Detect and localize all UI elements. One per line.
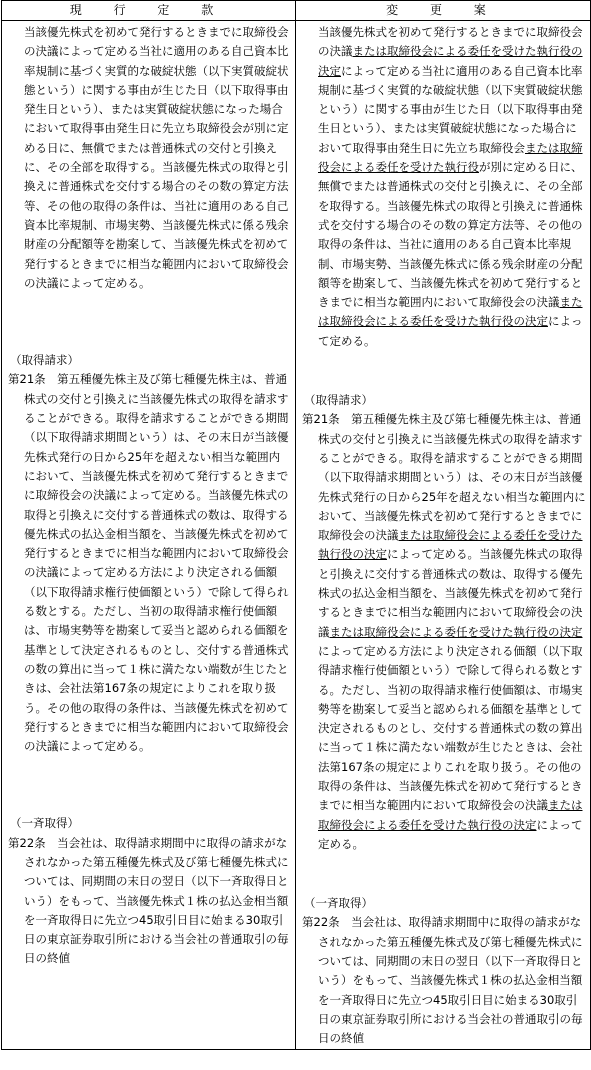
- revised-article-22: [302, 913, 586, 1048]
- inserted-text: または取締役会による委任を受けた執行役の決定: [318, 798, 583, 832]
- revised-caption-article-22: （一斉取得）: [304, 896, 373, 911]
- article-22-text: 当会社は、取得請求期間中に取得の請求がなされなかった第五種優先株式及び第七種優先株式については、同期間の末日の翌日（以下一斉取得日という）をもって、当該優先株式１株の払込金相当額を一斉取得日に先立つ45取引日目に始まる30取引日の東京証券取引所における当会社の普通取引の毎日の終値: [318, 915, 583, 1046]
- article-22-number: 第22条: [302, 915, 340, 930]
- revised-paragraph-acquisition: 当該優先株式を初めて発行するときまでに取締役会の決議または取締役会による委任を受けた執行役の決定によって定める当社に適用のある自己資本比率規制に基づく実質的な破綻状態（以下実質破綻状態という）に関する事由が生じた日（以下取得事由発生日という）、または実質破綻状態になった場合において取得事由発生日に先立ち取締役会または取締役会による委任を受けた執行役が別に定める日に、無償でまたは普通株式の交付と引換えに、その全部を取得する。当該優先株式の取得と引換えに普通株式を交付する場合のその数の算定方法等、その他の取得の条件は、当社に適用のある自己資本比率規制、市場実勢、当該優先株式に係る残余財産の分配額等を勘案して、当該優先株式を初めて発行するときまでに相当な範囲内において取締役会の決議または取締役会による委任を受けた執行役の決定によって定める。: [318, 25, 583, 348]
- inserted-text: または取締役会による委任を受けた執行役の決定: [318, 295, 583, 329]
- header-row: [2, 1, 591, 21]
- article-21-number: 第21条: [8, 372, 46, 387]
- body-row: [2, 21, 591, 1050]
- article-22-text: 当会社は、取得請求期間中に取得の請求がなされなかった第五種優先株式及び第七種優先株式については、同期間の末日の翌日（以下一斉取得日という）をもって、当該優先株式１株の払込金相当額を一斉取得日に先立つ45取引日目に始まる30取引日の東京証券取引所における当会社の普通取引の毎日の終値: [24, 835, 289, 966]
- revised-caption-article-21: （取得請求）: [304, 393, 373, 408]
- revised-article-21: 第21条 第五種優先株主及び第七種優先株主は、普通株式の交付と引換えに当該優先株式の取得を請求することができる。取得を請求することができる期間（以下取得請求期間という）は、その末日が当該優先株式発行の日から25年を超えない相当な範囲内において、当該優先株式を初めて発行するときまでに取締役会の決議または取締役会による委任を受けた執行役の決定によって定める。当該優先株式の取得と引換えに交付する普通株式の数は、取得する優先株式の払込金相当額を、当該優先株式を初めて発行するときまでに相当な範囲内において取締役会の決議または取締役会による委任を受けた執行役の決定によって定める方法により決定される価額（以下取得請求権行使価額という）で除して得られる数とする。ただし、当初の取得請求権行使価額は、市場実勢等を勘案して妥当と認められる価額を基準として決定されるものとし、交付する普通株式の数の算出に当って１株に満たない端数が生じたときは、会社法第167条の規定によりこれを取り扱う。その他の取得の条件は、当該優先株式を初めて発行するときまでに相当な範囲内において取締役会の決議または取締役会による委任を受けた執行役の決定によって定める。: [302, 412, 586, 851]
- current-article-21: [8, 370, 291, 756]
- current-articles-header: 現 行 定 款: [2, 1, 296, 21]
- article-22-number: 第22条: [8, 835, 46, 850]
- inserted-text: または取締役会による委任を受けた執行役: [318, 140, 583, 175]
- inserted-text: または取締役会による委任を受けた執行役の決定: [329, 624, 583, 639]
- revised-proposal-column: [296, 21, 591, 1050]
- comparison-table: [1, 0, 591, 1050]
- current-paragraph-acquisition: 当該優先株式を初めて発行するときまでに取締役会の決議によって定める当社に適用のある自己資本比率規制に基づく実質的な破綻状態（以下実質破綻状態という）に関する事由が生じた日（以下取得事由発生日という）、または実質破綻状態になった場合において取得事由発生日に先立ち取締役会が別に定める日に、無償でまたは普通株式の交付と引換えに、その全部を取得する。当該優先株式の取得と引換えに普通株式を交付する場合のその数の算定方法等、その他の取得の条件は、当社に適用のある自己資本比率規制、市場実勢、当該優先株式に係る残余財産の分配額等を勘案して、当該優先株式を初めて発行するときまでに相当な範囲内において取締役会の決議によって定める。: [24, 25, 289, 290]
- article-21-number: 第21条: [302, 412, 340, 427]
- revised-proposal-header: 変 更 案: [296, 1, 591, 21]
- article-21-text: 第五種優先株主及び第七種優先株主は、普通株式の交付と引換えに当該優先株式の取得を請求することができる。取得を請求することができる期間（以下取得請求期間という）は、その末日が当該優先株式発行の日から25年を超えない相当な範囲内において、当該優先株式を初めて発行するときまでに取締役会の決議によって定める。当該優先株式の取得と引換えに交付する普通株式の数は、取得する優先株式の払込金相当額を、当該優先株式を初めて発行するときまでに相当な範囲内において取締役会の決議によって定める方法により決定される価額（以下取得請求権行使価額という）で除して得られる数とする。ただし、当初の取得請求権行使価額は、市場実勢等を勘案して妥当と認められる価額を基準として決定されるものとし、交付する普通株式の数の算出に当って１株に満たない端数が生じたときは、会社法第167条の規定によりこれを取り扱う。その他の取得の条件は、当該優先株式を初めて発行するときまでに相当な範囲内において取締役会の決議によって定める。: [24, 372, 289, 754]
- current-article-22: [8, 834, 291, 969]
- inserted-text: または取締役会による委任を受けた執行役の決定: [318, 528, 583, 562]
- current-caption-article-22: （一斉取得）: [10, 816, 79, 831]
- current-articles-column: [2, 21, 296, 1050]
- inserted-text: または取締役会による委任を受けた執行役の決定: [318, 44, 583, 78]
- current-caption-article-21: （取得請求）: [10, 353, 79, 368]
